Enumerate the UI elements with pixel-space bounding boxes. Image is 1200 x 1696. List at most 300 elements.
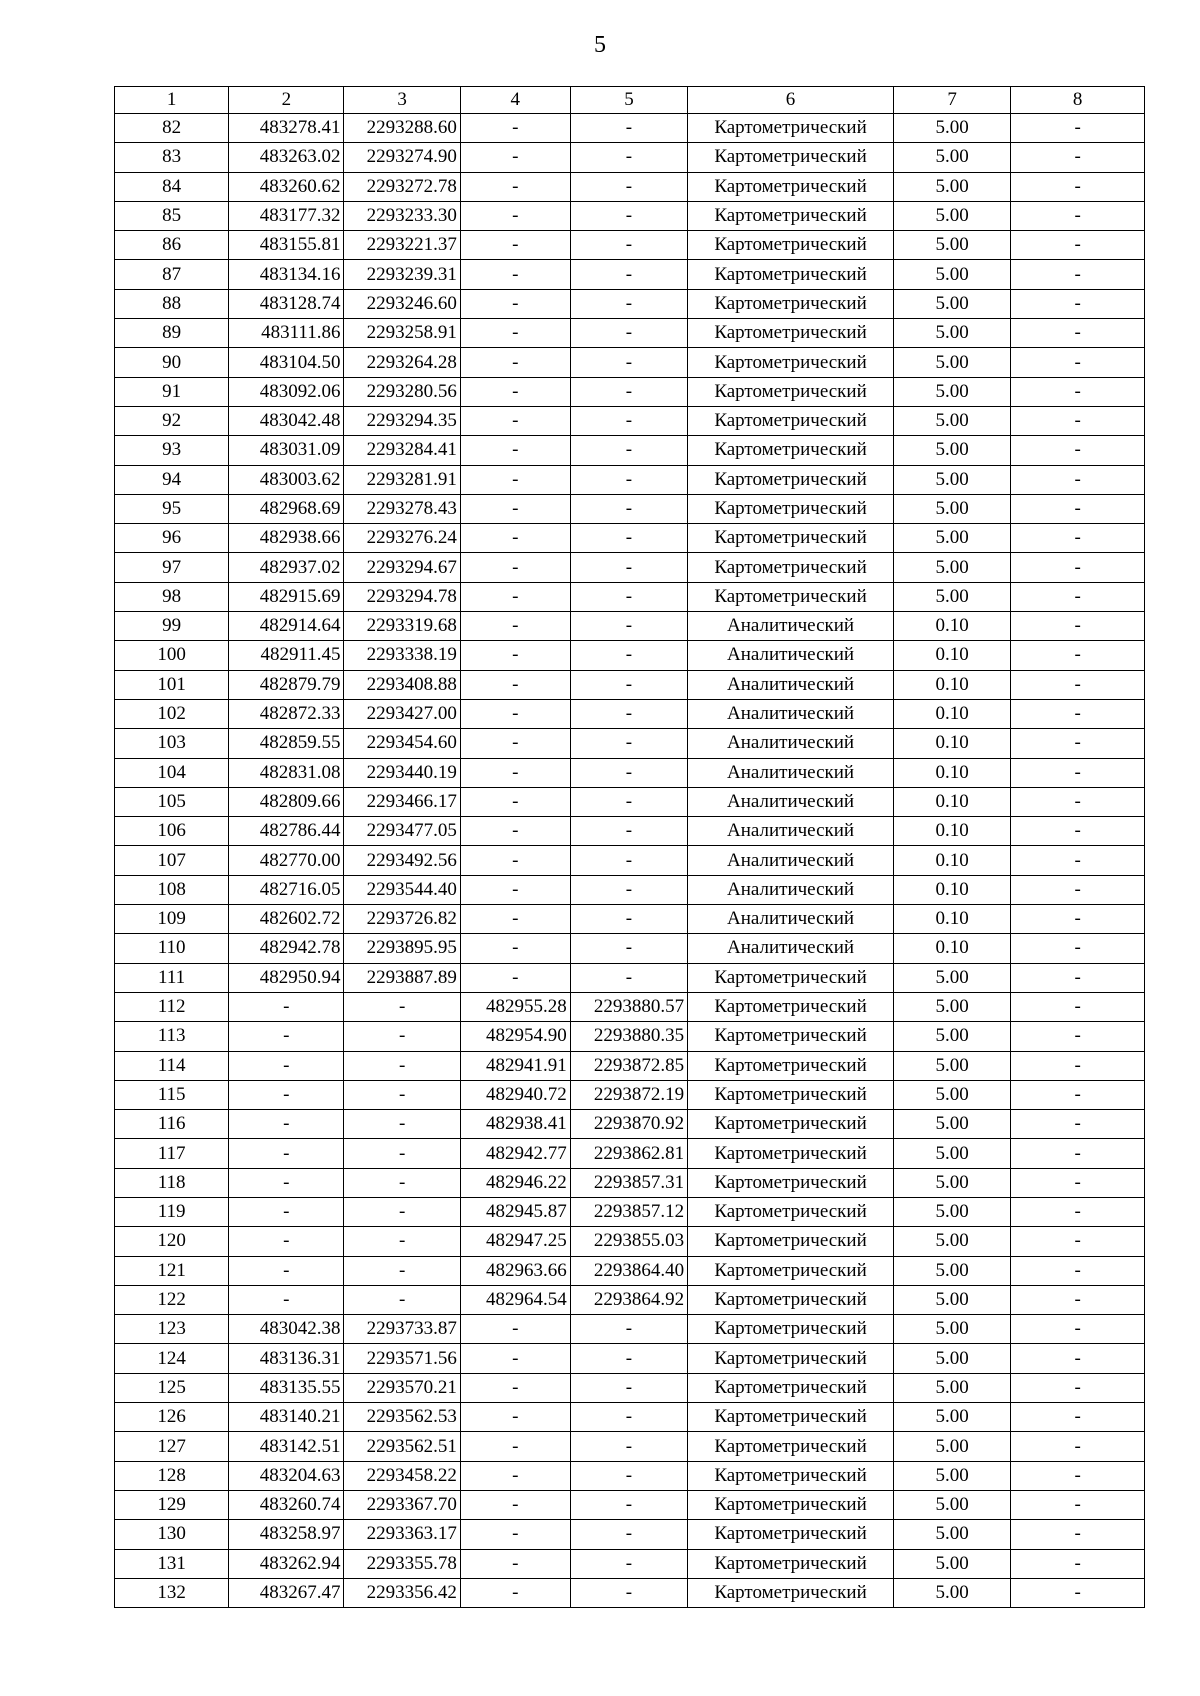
point-number-cell: 121 [115,1256,229,1285]
table-row [115,1168,1145,1197]
description-cell: - [1011,817,1145,846]
x-coordinate-cell: 483135.55 [229,1373,344,1402]
y-new-cell: 2293862.81 [570,1139,687,1168]
y-coordinate-cell: - [344,1080,460,1109]
method-cell: Картометрический [688,1022,894,1051]
description-cell: - [1011,494,1145,523]
y-coordinate-cell: 2293427.00 [344,699,460,728]
table-row [115,875,1145,904]
table-row [115,406,1145,435]
column-header: 8 [1011,87,1145,114]
point-number-cell: 111 [115,963,229,992]
y-new-cell: - [570,465,687,494]
x-coordinate-cell: 482937.02 [229,553,344,582]
table-row [115,1256,1145,1285]
y-new-cell: - [570,1549,687,1578]
point-number-cell: 98 [115,582,229,611]
y-new-cell: - [570,612,687,641]
x-coordinate-cell: - [229,1051,344,1080]
x-coordinate-cell: 483177.32 [229,201,344,230]
x-new-cell: - [460,817,570,846]
point-number-cell: 118 [115,1168,229,1197]
table-row [115,260,1145,289]
method-cell: Картометрический [688,319,894,348]
y-new-cell: 2293864.40 [570,1256,687,1285]
table-row [115,1461,1145,1490]
y-coordinate-cell: 2293363.17 [344,1520,460,1549]
table-row [115,1080,1145,1109]
x-new-cell: - [460,787,570,816]
point-number-cell: 85 [115,201,229,230]
y-coordinate-cell: - [344,1051,460,1080]
method-cell: Картометрический [688,114,894,143]
point-number-cell: 102 [115,699,229,728]
y-coordinate-cell: 2293258.91 [344,319,460,348]
description-cell: - [1011,1344,1145,1373]
x-coordinate-cell: 483111.86 [229,319,344,348]
x-new-cell: - [460,1520,570,1549]
description-cell: - [1011,1110,1145,1139]
y-coordinate-cell: 2293319.68 [344,612,460,641]
point-number-cell: 101 [115,670,229,699]
y-new-cell: - [570,758,687,787]
method-cell: Аналитический [688,934,894,963]
y-coordinate-cell: 2293294.78 [344,582,460,611]
x-new-cell: 482946.22 [460,1168,570,1197]
y-new-cell: - [570,582,687,611]
method-cell: Картометрический [688,1110,894,1139]
accuracy-cell: 5.00 [893,553,1010,582]
y-coordinate-cell: 2293274.90 [344,143,460,172]
accuracy-cell: 0.10 [893,758,1010,787]
point-number-cell: 110 [115,934,229,963]
description-cell: - [1011,1578,1145,1607]
method-cell: Картометрический [688,260,894,289]
accuracy-cell: 5.00 [893,1139,1010,1168]
y-coordinate-cell: 2293887.89 [344,963,460,992]
table-row [115,1344,1145,1373]
accuracy-cell: 5.00 [893,1285,1010,1314]
accuracy-cell: 5.00 [893,1344,1010,1373]
y-coordinate-cell: - [344,1139,460,1168]
point-number-cell: 83 [115,143,229,172]
x-new-cell: - [460,260,570,289]
description-cell: - [1011,1256,1145,1285]
description-cell: - [1011,1490,1145,1519]
x-coordinate-cell: 483042.48 [229,406,344,435]
y-new-cell: - [570,699,687,728]
x-new-cell: 482947.25 [460,1227,570,1256]
accuracy-cell: 5.00 [893,1022,1010,1051]
table-row [115,817,1145,846]
point-number-cell: 93 [115,436,229,465]
accuracy-cell: 5.00 [893,1490,1010,1519]
description-cell: - [1011,201,1145,230]
y-coordinate-cell: - [344,992,460,1021]
table-row [115,143,1145,172]
y-new-cell: - [570,934,687,963]
x-coordinate-cell: 483258.97 [229,1520,344,1549]
description-cell: - [1011,787,1145,816]
page-number: 5 [594,32,606,58]
accuracy-cell: 5.00 [893,406,1010,435]
accuracy-cell: 5.00 [893,1520,1010,1549]
description-cell: - [1011,641,1145,670]
accuracy-cell: 5.00 [893,1080,1010,1109]
accuracy-cell: 0.10 [893,817,1010,846]
y-coordinate-cell: 2293562.53 [344,1403,460,1432]
method-cell: Картометрический [688,1197,894,1226]
method-cell: Картометрический [688,1256,894,1285]
y-new-cell: - [570,260,687,289]
accuracy-cell: 5.00 [893,1051,1010,1080]
y-coordinate-cell: 2293454.60 [344,729,460,758]
accuracy-cell: 5.00 [893,319,1010,348]
y-coordinate-cell: 2293466.17 [344,787,460,816]
point-number-cell: 130 [115,1520,229,1549]
description-cell: - [1011,553,1145,582]
accuracy-cell: 5.00 [893,1578,1010,1607]
accuracy-cell: 5.00 [893,1403,1010,1432]
method-cell: Картометрический [688,553,894,582]
y-coordinate-cell: 2293355.78 [344,1549,460,1578]
description-cell: - [1011,1168,1145,1197]
table-row [115,1285,1145,1314]
table-row [115,670,1145,699]
x-coordinate-cell: - [229,1139,344,1168]
description-cell: - [1011,377,1145,406]
description-cell: - [1011,699,1145,728]
x-coordinate-cell: 483155.81 [229,231,344,260]
x-new-cell: 482945.87 [460,1197,570,1226]
table-row [115,1490,1145,1519]
table-row [115,1549,1145,1578]
x-coordinate-cell: 482942.78 [229,934,344,963]
table-row [115,172,1145,201]
method-cell: Картометрический [688,1168,894,1197]
y-coordinate-cell: 2293338.19 [344,641,460,670]
x-coordinate-cell: 482831.08 [229,758,344,787]
description-cell: - [1011,905,1145,934]
method-cell: Картометрический [688,1461,894,1490]
description-cell: - [1011,846,1145,875]
x-new-cell: - [460,348,570,377]
table-row [115,641,1145,670]
description-cell: - [1011,670,1145,699]
accuracy-cell: 5.00 [893,260,1010,289]
y-new-cell: - [570,1490,687,1519]
accuracy-cell: 5.00 [893,289,1010,318]
description-cell: - [1011,436,1145,465]
y-coordinate-cell: 2293288.60 [344,114,460,143]
method-cell: Картометрический [688,1080,894,1109]
accuracy-cell: 5.00 [893,1315,1010,1344]
y-coordinate-cell: 2293440.19 [344,758,460,787]
method-cell: Картометрический [688,524,894,553]
y-coordinate-cell: 2293571.56 [344,1344,460,1373]
method-cell: Картометрический [688,1578,894,1607]
table-row [115,787,1145,816]
point-number-cell: 119 [115,1197,229,1226]
point-number-cell: 129 [115,1490,229,1519]
table-row [115,231,1145,260]
point-number-cell: 96 [115,524,229,553]
x-coordinate-cell: 482950.94 [229,963,344,992]
x-coordinate-cell: - [229,1022,344,1051]
column-header: 3 [344,87,460,114]
x-coordinate-cell: 482915.69 [229,582,344,611]
description-cell: - [1011,1022,1145,1051]
method-cell: Картометрический [688,1432,894,1461]
x-coordinate-cell: 483134.16 [229,260,344,289]
x-new-cell: 482941.91 [460,1051,570,1080]
point-number-cell: 86 [115,231,229,260]
y-new-cell: - [570,641,687,670]
description-cell: - [1011,1373,1145,1402]
x-coordinate-cell: 482716.05 [229,875,344,904]
y-new-cell: - [570,729,687,758]
y-coordinate-cell: 2293294.35 [344,406,460,435]
x-coordinate-cell: 483128.74 [229,289,344,318]
x-coordinate-cell: 483042.38 [229,1315,344,1344]
accuracy-cell: 5.00 [893,143,1010,172]
column-header: 2 [229,87,344,114]
y-coordinate-cell: 2293233.30 [344,201,460,230]
description-cell: - [1011,1549,1145,1578]
y-new-cell: - [570,143,687,172]
x-new-cell: - [460,465,570,494]
point-number-cell: 117 [115,1139,229,1168]
y-coordinate-cell: 2293733.87 [344,1315,460,1344]
accuracy-cell: 5.00 [893,172,1010,201]
x-new-cell: - [460,582,570,611]
method-cell: Картометрический [688,172,894,201]
y-coordinate-cell: 2293264.28 [344,348,460,377]
y-coordinate-cell: - [344,1285,460,1314]
y-new-cell: - [570,905,687,934]
point-number-cell: 126 [115,1403,229,1432]
method-cell: Аналитический [688,875,894,904]
x-new-cell: - [460,201,570,230]
y-new-cell: - [570,114,687,143]
x-new-cell: - [460,846,570,875]
x-coordinate-cell: 482770.00 [229,846,344,875]
x-coordinate-cell: 483262.94 [229,1549,344,1578]
x-new-cell: - [460,758,570,787]
point-number-cell: 100 [115,641,229,670]
description-cell: - [1011,1520,1145,1549]
x-new-cell: - [460,1578,570,1607]
x-new-cell: - [460,172,570,201]
y-new-cell: 2293855.03 [570,1227,687,1256]
x-coordinate-cell: 482938.66 [229,524,344,553]
y-new-cell: - [570,1520,687,1549]
table-row [115,201,1145,230]
point-number-cell: 107 [115,846,229,875]
table-row [115,1403,1145,1432]
point-number-cell: 115 [115,1080,229,1109]
description-cell: - [1011,758,1145,787]
table-row [115,436,1145,465]
description-cell: - [1011,348,1145,377]
method-cell: Аналитический [688,846,894,875]
coordinates-table [114,86,1145,1608]
x-coordinate-cell: 483260.74 [229,1490,344,1519]
y-coordinate-cell: 2293458.22 [344,1461,460,1490]
method-cell: Аналитический [688,670,894,699]
accuracy-cell: 5.00 [893,436,1010,465]
table-body [115,114,1145,1608]
description-cell: - [1011,319,1145,348]
y-coordinate-cell: - [344,1110,460,1139]
y-new-cell: - [570,348,687,377]
x-new-cell: - [460,1461,570,1490]
y-coordinate-cell: 2293284.41 [344,436,460,465]
table-row [115,553,1145,582]
table-header-row [115,87,1145,114]
y-coordinate-cell: 2293280.56 [344,377,460,406]
y-new-cell: 2293857.31 [570,1168,687,1197]
description-cell: - [1011,524,1145,553]
method-cell: Картометрический [688,1139,894,1168]
method-cell: Аналитический [688,699,894,728]
point-number-cell: 125 [115,1373,229,1402]
table-row [115,1110,1145,1139]
table-row [115,905,1145,934]
y-new-cell: - [570,231,687,260]
y-new-cell: - [570,289,687,318]
y-new-cell: - [570,201,687,230]
y-new-cell: 2293880.35 [570,1022,687,1051]
table-row [115,494,1145,523]
description-cell: - [1011,231,1145,260]
y-coordinate-cell: - [344,1168,460,1197]
method-cell: Картометрический [688,348,894,377]
x-coordinate-cell: 482602.72 [229,905,344,934]
accuracy-cell: 0.10 [893,875,1010,904]
y-coordinate-cell: 2293239.31 [344,260,460,289]
method-cell: Картометрический [688,1315,894,1344]
point-number-cell: 105 [115,787,229,816]
x-coordinate-cell: 483003.62 [229,465,344,494]
method-cell: Картометрический [688,406,894,435]
table-row [115,1197,1145,1226]
column-header: 7 [893,87,1010,114]
table-row [115,934,1145,963]
method-cell: Картометрический [688,582,894,611]
y-coordinate-cell: 2293281.91 [344,465,460,494]
description-cell: - [1011,1080,1145,1109]
x-new-cell: - [460,934,570,963]
method-cell: Картометрический [688,1490,894,1519]
table-row [115,1227,1145,1256]
y-coordinate-cell: 2293246.60 [344,289,460,318]
x-new-cell: 482940.72 [460,1080,570,1109]
point-number-cell: 82 [115,114,229,143]
x-new-cell: - [460,553,570,582]
accuracy-cell: 5.00 [893,201,1010,230]
table-row [115,729,1145,758]
description-cell: - [1011,729,1145,758]
accuracy-cell: 5.00 [893,582,1010,611]
accuracy-cell: 0.10 [893,670,1010,699]
y-coordinate-cell: 2293367.70 [344,1490,460,1519]
x-coordinate-cell: 483031.09 [229,436,344,465]
method-cell: Картометрический [688,231,894,260]
table-row [115,289,1145,318]
y-new-cell: - [570,1432,687,1461]
table-row [115,1373,1145,1402]
x-coordinate-cell: - [229,1110,344,1139]
description-cell: - [1011,406,1145,435]
x-coordinate-cell: 482879.79 [229,670,344,699]
x-new-cell: - [460,1549,570,1578]
x-coordinate-cell: 483267.47 [229,1578,344,1607]
description-cell: - [1011,1315,1145,1344]
accuracy-cell: 5.00 [893,1110,1010,1139]
x-new-cell: 482942.77 [460,1139,570,1168]
accuracy-cell: 5.00 [893,494,1010,523]
accuracy-cell: 0.10 [893,934,1010,963]
table-row [115,1432,1145,1461]
table-row [115,114,1145,143]
y-new-cell: - [570,1403,687,1432]
x-new-cell: - [460,1490,570,1519]
y-new-cell: - [570,1315,687,1344]
table-row [115,465,1145,494]
x-new-cell: - [460,875,570,904]
y-new-cell: - [570,875,687,904]
column-header: 5 [570,87,687,114]
method-cell: Картометрический [688,1403,894,1432]
x-new-cell: - [460,1432,570,1461]
x-new-cell: - [460,143,570,172]
method-cell: Аналитический [688,729,894,758]
point-number-cell: 132 [115,1578,229,1607]
y-new-cell: - [570,1578,687,1607]
x-coordinate-cell: 482809.66 [229,787,344,816]
column-header: 1 [115,87,229,114]
point-number-cell: 87 [115,260,229,289]
point-number-cell: 112 [115,992,229,1021]
method-cell: Аналитический [688,641,894,670]
table-row [115,377,1145,406]
x-coordinate-cell: 483204.63 [229,1461,344,1490]
column-header: 6 [688,87,894,114]
description-cell: - [1011,1227,1145,1256]
x-new-cell: - [460,670,570,699]
x-new-cell: 482955.28 [460,992,570,1021]
y-coordinate-cell: 2293492.56 [344,846,460,875]
description-cell: - [1011,1461,1145,1490]
x-coordinate-cell: - [229,1227,344,1256]
table-row [115,1578,1145,1607]
accuracy-cell: 5.00 [893,231,1010,260]
x-new-cell: 482963.66 [460,1256,570,1285]
x-coordinate-cell: 483260.62 [229,172,344,201]
method-cell: Картометрический [688,1227,894,1256]
table-row [115,612,1145,641]
description-cell: - [1011,260,1145,289]
x-coordinate-cell: 483092.06 [229,377,344,406]
x-coordinate-cell: 483278.41 [229,114,344,143]
description-cell: - [1011,172,1145,201]
y-new-cell: - [570,319,687,348]
y-new-cell: - [570,670,687,699]
y-new-cell: - [570,494,687,523]
y-coordinate-cell: 2293544.40 [344,875,460,904]
point-number-cell: 95 [115,494,229,523]
